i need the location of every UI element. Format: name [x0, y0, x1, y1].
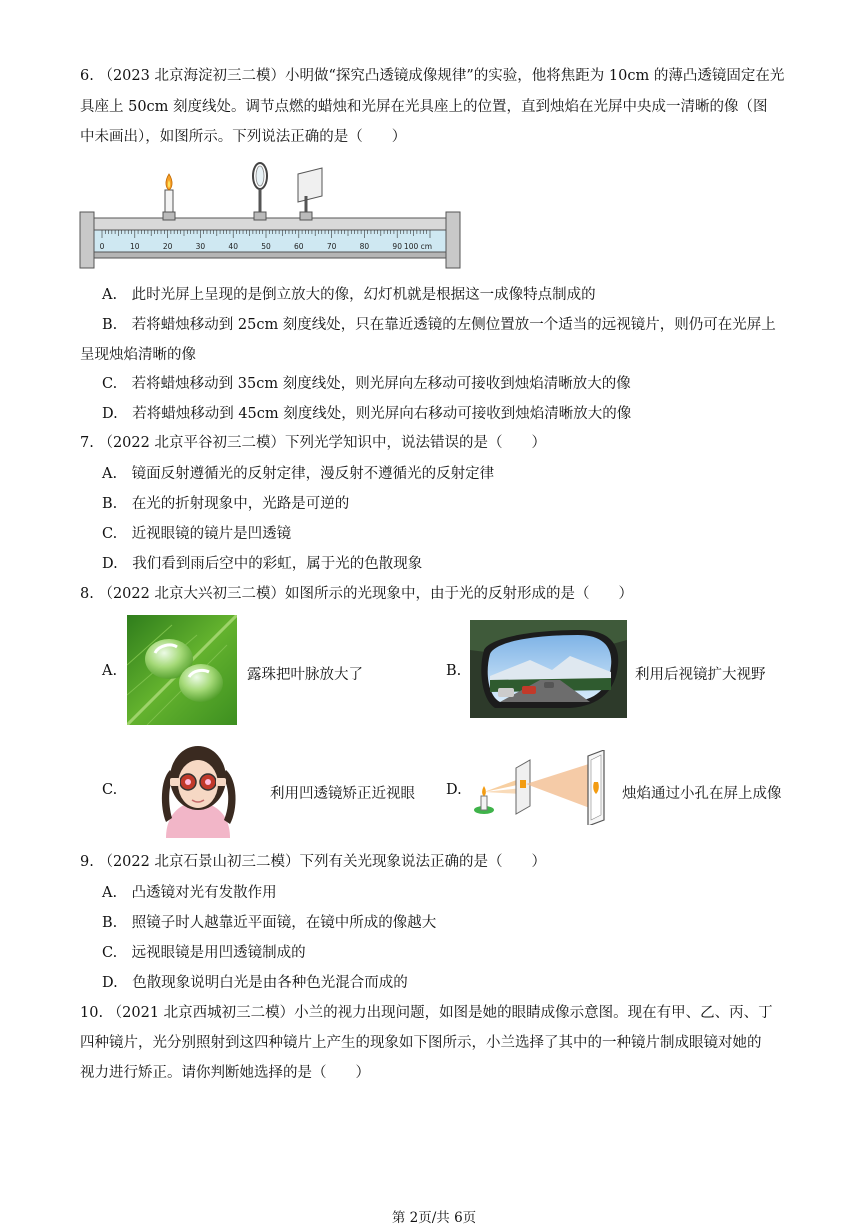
- q8-option-c-label: C.: [102, 782, 118, 798]
- q7-option-a: A. 镜面反射遵循光的反射定律，漫反射不遵循光的反射定律: [102, 466, 495, 482]
- optical-bench-figure: [78, 160, 463, 272]
- q6-option-d: D. 若将蜡烛移动到 45cm 刻度线处，则光屏向右移动可接收到烛焰清晰放大的像: [102, 406, 632, 422]
- q9-option-b: B. 照镜子时人越靠近平面镜，在镜中所成的像越大: [102, 915, 437, 931]
- q6-option-b-line1: B. 若将蜡烛移动到 25cm 刻度线处，只在靠近透镜的左侧位置放一个适当的远视镜片，则仍可在光屏上: [102, 317, 776, 333]
- q7-option-d: D. 我们看到雨后空中的彩虹，属于光的色散现象: [102, 556, 423, 572]
- dewdrop-leaf-image: [127, 615, 237, 725]
- ruler-tick-label: 0: [99, 242, 105, 251]
- q10-line3: 视力进行矫正。请你判断她选择的是（ ）: [80, 1065, 370, 1081]
- light-screen: [298, 168, 322, 220]
- q8-option-b-caption: 利用后视镜扩大视野: [635, 667, 766, 683]
- q6-line2: 具座上 50cm 刻度线处。调节点燃的蜡烛和光屏在光具座上的位置，直到烛焰在光屏中央成一清晰的像（图: [80, 99, 768, 115]
- q9-option-d: D. 色散现象说明白光是由各种色光混合而成的: [102, 975, 408, 991]
- ruler-tick-label: 50: [261, 242, 271, 251]
- q6-line1: 6. （2023 北京海淀初三二模）小明做“探究凸透镜成像规律”的实验，他将焦距为 10cm 的薄凸透镜固定在光: [80, 68, 785, 84]
- ruler-tick-label: 10: [130, 242, 140, 251]
- q8-option-a-label: A.: [102, 663, 118, 679]
- q8-option-a-caption: 露珠把叶脉放大了: [247, 667, 363, 683]
- q8-option-c-caption: 利用凹透镜矫正近视眼: [270, 786, 415, 802]
- q6-option-b-line2: 呈现烛焰清晰的像: [80, 347, 196, 363]
- pinhole-camera-image: [470, 750, 615, 825]
- q8-option-d-caption: 烛焰通过小孔在屏上成像: [622, 786, 782, 802]
- ruler-tick-label: 30: [195, 242, 206, 251]
- candle: [163, 174, 175, 220]
- ruler-tick-label: 60: [294, 242, 304, 251]
- q9-option-a: A. 凸透镜对光有发散作用: [102, 885, 277, 901]
- ruler-tick-label: 80: [359, 242, 370, 251]
- q6-line3: 中未画出），如图所示。下列说法正确的是（ ）: [80, 129, 407, 145]
- rearview-mirror-image: [470, 620, 627, 718]
- ruler-tick-label: 70: [326, 242, 337, 251]
- ruler-tick-label: 20: [162, 242, 173, 251]
- q7-option-c: C. 近视眼镜的镜片是凹透镜: [102, 526, 292, 542]
- page-number: 第 2页/共 6页: [391, 1210, 477, 1226]
- q7-option-b: B. 在光的折射现象中，光路是可逆的: [102, 496, 350, 512]
- ruler-tick-label: 100 cm: [403, 242, 433, 251]
- q10-line2: 四种镜片，光分别照射到这四种镜片上产生的现象如下图所示，小兰选择了其中的一种镜片制成眼镜对她的: [80, 1035, 762, 1051]
- q7-stem: 7. （2022 北京平谷初三二模）下列光学知识中，说法错误的是（ ）: [80, 435, 546, 451]
- convex-lens: [253, 163, 267, 220]
- ruler-tick-label: 90: [392, 242, 402, 251]
- q8-option-d-label: D.: [446, 782, 462, 798]
- q6-option-c: C. 若将蜡烛移动到 35cm 刻度线处，则光屏向左移动可接收到烛焰清晰放大的像: [102, 376, 631, 392]
- ruler-tick-label: 40: [228, 242, 238, 251]
- q8-stem: 8. （2022 北京大兴初三二模）如图所示的光现象中，由于光的反射形成的是（ ）: [80, 586, 633, 602]
- q8-option-b-label: B.: [446, 663, 462, 679]
- girl-eye-test-image: [126, 740, 256, 838]
- q9-stem: 9. （2022 北京石景山初三二模）下列有关光现象说法正确的是（ ）: [80, 854, 546, 870]
- q6-option-a: A. 此时光屏上呈现的是倒立放大的像，幻灯机就是根据这一成像特点制成的: [102, 287, 596, 303]
- q9-option-c: C. 远视眼镜是用凹透镜制成的: [102, 945, 306, 961]
- q10-line1: 10. （2021 北京西城初三二模）小兰的视力出现问题，如图是她的眼睛成像示意图。现在有甲、乙、丙、丁: [80, 1005, 773, 1021]
